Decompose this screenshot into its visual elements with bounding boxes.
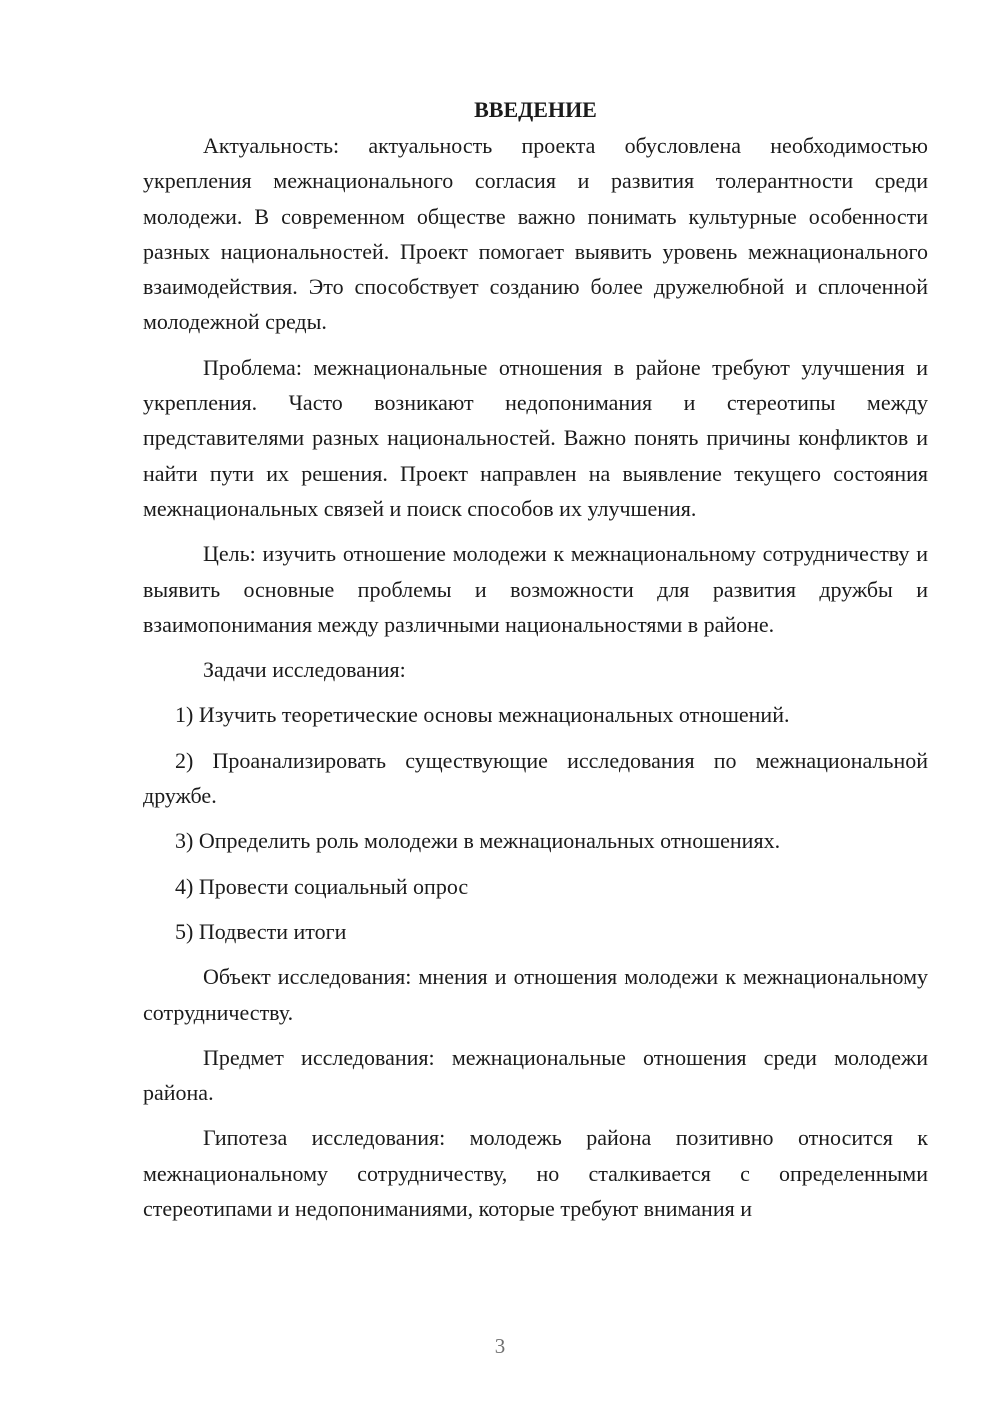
task-item-2: 2) Проанализировать существующие исследования по межнациональной дружбе.	[143, 747, 928, 809]
paragraph-goal: Цель: изучить отношение молодежи к межнациональному сотрудничеству и выявить основные проблемы и возможности для развития дружбы и взаимопонимания между различными национальностями в районе.	[143, 541, 928, 637]
paragraph-relevance: Актуальность: актуальность проекта обусловлена необходимостью укрепления межнационального согласия и развития толерантности среди молодежи. В современном обществе важно понимать культурные особенности разных национальностей. Проект помогает выявить уровень межнационального взаимодействия. Это способствует созданию более дружелюбной и сплоченной молодежной среды.	[143, 133, 928, 335]
section-title: ВВЕДЕНИЕ	[474, 97, 597, 122]
paragraph-subject: Предмет исследования: межнациональные отношения среди молодежи района.	[143, 1044, 928, 1106]
task-item-1: 1) Изучить теоретические основы межнациональных отношений.	[175, 702, 790, 728]
task-item-4: 4) Провести социальный опрос	[175, 873, 469, 899]
paragraph-object: Объект исследования: мнения и отношения молодежи к межнациональному сотрудничеству.	[143, 964, 928, 1025]
task-item-3: 3) Определить роль молодежи в межнациональных отношениях.	[175, 828, 781, 854]
tasks-heading: Задачи исследования:	[203, 657, 406, 683]
paragraph-problem: Проблема: межнациональные отношения в районе требуют улучшения и укрепления. Часто возникают недопонимания и стереотипы между представителями разных национальностей. Важно понять причины конфликтов и найти пути их решения. Проект направлен на выявление текущего состояния межнациональных связей и поиск способов их улучшения.	[143, 354, 928, 521]
page-number: 3	[494, 1334, 506, 1358]
paragraph-hypothesis: Гипотеза исследования: молодежь района позитивно относится к межнациональному сотрудничеству, но сталкивается с определенными стереотипами и недопониманиями, которые требуют внимания и	[143, 1125, 928, 1222]
document-page	[143, 92, 928, 1236]
task-item-5: 5) Подвести итоги	[175, 918, 347, 944]
